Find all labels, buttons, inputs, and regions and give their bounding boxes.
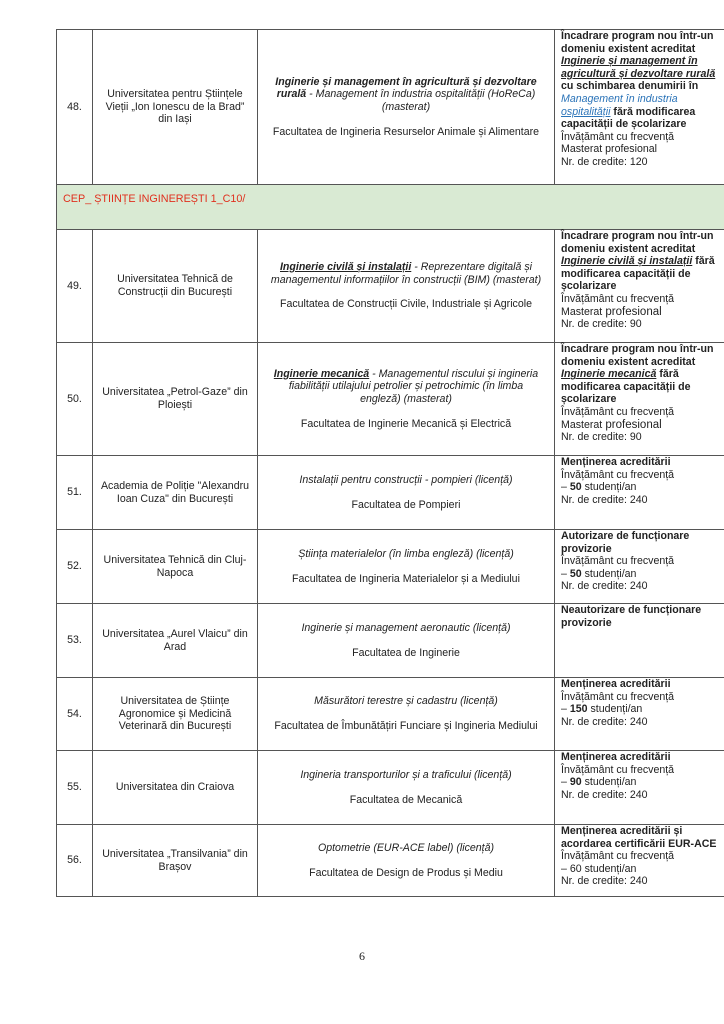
row-number: 54. xyxy=(57,678,93,751)
program-cell xyxy=(258,343,555,456)
detail-line: modificarea capacității de xyxy=(561,380,691,393)
detail-line: – xyxy=(561,862,570,875)
detail-line: Inginerie mecanică xyxy=(561,368,657,381)
detail-line: cu schimbarea denumirii în xyxy=(561,80,699,93)
table-row xyxy=(57,678,724,751)
detail-line: Inginerie și management în xyxy=(561,55,698,68)
faculty-name: Facultatea de Pompieri xyxy=(351,498,461,511)
detail-line: provizorie xyxy=(561,542,612,555)
detail-line: – xyxy=(561,776,570,789)
detail-line: – xyxy=(561,567,570,580)
detail-line: Nr. de credite: 90 xyxy=(561,318,642,331)
program-cell xyxy=(258,230,555,343)
table-row xyxy=(57,343,724,456)
detail-line: Nr. de credite: 240 xyxy=(561,715,648,728)
row-number: 53. xyxy=(57,604,93,678)
detail-line: Învățământ cu frecvență xyxy=(561,405,675,418)
detail-line: Inginerie civilă și instalații xyxy=(561,255,693,268)
details-cell xyxy=(555,678,724,751)
detail-line: Învățământ cu frecvență xyxy=(561,555,675,568)
student-count: 50 xyxy=(569,481,582,494)
row-number: 56. xyxy=(57,825,93,897)
detail-line: școlarizare xyxy=(561,280,617,293)
program-cell xyxy=(258,530,555,604)
details-cell xyxy=(555,343,724,456)
details-cell xyxy=(555,604,724,678)
detail-line: studenți/an xyxy=(581,776,637,789)
detail-line: Menținerea acreditării și xyxy=(561,825,683,837)
detail-line: Menținerea acreditării xyxy=(561,678,671,690)
detail-line: Neautorizare de funcționare xyxy=(561,604,702,616)
row-number: 49. xyxy=(57,230,93,343)
detail-line: Încadrare program nou într-un xyxy=(561,343,714,355)
program-cell xyxy=(258,825,555,897)
detail-line: modificarea capacității de xyxy=(561,267,691,280)
faculty-name: Facultatea de Îmbunătățiri Funciare și Ingineria Mediului xyxy=(274,720,538,732)
university-cell: Universitatea de Științe Agronomice și Medicină Veterinară din București xyxy=(93,678,258,751)
detail-line: Nr. de credite: 240 xyxy=(561,788,648,801)
faculty-name: Facultatea de Ingineria Resurselor Animale și Alimentare xyxy=(272,125,540,138)
detail-line: – xyxy=(561,703,570,716)
details-cell xyxy=(555,825,724,897)
detail-line: acordarea certificării EUR-ACE xyxy=(561,837,717,850)
detail-line: Menținerea acreditării xyxy=(561,751,671,763)
detail-line: domeniu existent acreditat xyxy=(561,242,696,255)
faculty-name: Facultatea de Inginerie xyxy=(352,646,460,659)
table-row xyxy=(57,530,724,604)
program-specialization: - Managementul riscului și ingineria fiabilității utilajului petrolier și petrochimic (în limba engleză) (masterat) xyxy=(288,367,539,405)
detail-line: Învățământ cu frecvență xyxy=(561,763,675,776)
detail-line: Nr. de credite: 90 xyxy=(561,431,642,444)
detail-line: ospitalității xyxy=(561,105,611,118)
details-cell xyxy=(555,230,724,343)
table-row xyxy=(57,30,724,185)
faculty-name: Facultatea de Inginerie Mecanică și Electrică xyxy=(300,417,512,430)
university-cell: Universitatea din Craiova xyxy=(93,751,258,825)
university-cell: Universitatea „Petrol-Gaze” din Ploiești xyxy=(93,343,258,456)
detail-line: – xyxy=(561,481,570,494)
table-row xyxy=(57,230,724,343)
program-title: Optometrie (EUR-ACE label) (licență) xyxy=(317,841,495,854)
faculty-name: Facultatea de Mecanică xyxy=(349,793,463,806)
detail-line: Învățământ cu frecvență xyxy=(561,292,675,305)
detail-line: capacității de școlarizare xyxy=(561,118,687,131)
detail-line: Învățământ cu frecvență xyxy=(561,130,675,143)
detail-line: Învățământ cu frecvență xyxy=(561,468,675,481)
program-domain: Inginerie civilă și instalații xyxy=(279,261,412,274)
section-header-row xyxy=(57,185,724,230)
program-cell xyxy=(258,678,555,751)
detail-line: fără modificarea xyxy=(610,105,696,118)
row-number: 48. xyxy=(57,30,93,185)
program-title xyxy=(268,368,544,406)
details-cell xyxy=(555,30,724,185)
faculty-name: Facultatea de Design de Produs și Mediu xyxy=(309,866,503,879)
student-count: 60 xyxy=(569,862,582,875)
detail-line: provizorie xyxy=(561,616,612,629)
detail-line: domeniu existent acreditat xyxy=(561,42,696,55)
program-domain: Inginerie și management în agricultură și dezvoltare rurală xyxy=(275,75,537,101)
detail-line: domeniu existent acreditat xyxy=(561,355,696,368)
accreditation-table xyxy=(56,29,724,897)
university-cell: Universitatea „Transilvania” din Brașov xyxy=(93,825,258,897)
detail-line: Nr. de credite: 240 xyxy=(561,493,648,506)
program-title: Știința materialelor (în limba engleză) (licență) xyxy=(298,547,514,560)
faculty-name: Facultatea de Ingineria Materialelor și a Mediului xyxy=(292,572,520,585)
page-number: 6 xyxy=(359,949,365,963)
university-cell: Universitatea pentru Științele Vieții „Ion Ionescu de la Brad” din Iași xyxy=(93,30,258,185)
detail-line: Nr. de credite: 240 xyxy=(561,875,648,888)
details-cell xyxy=(555,751,724,825)
row-number: 50. xyxy=(57,343,93,456)
program-specialization: - Management în industria ospitalității (HoReCa) (masterat) xyxy=(306,88,536,113)
detail-line: Autorizare de funcționare xyxy=(561,530,690,542)
program-title: Ingineria transporturilor și a traficului (licență) xyxy=(300,768,512,781)
detail-line: studenți/an xyxy=(581,862,637,875)
university-cell: Academia de Poliție "Alexandru Ioan Cuza" din București xyxy=(93,456,258,530)
student-count: 150 xyxy=(569,703,588,716)
detail-line: școlarizare xyxy=(561,393,617,406)
detail-line: Masterat profesional xyxy=(561,143,657,156)
details-cell xyxy=(555,530,724,604)
student-count: 50 xyxy=(569,567,582,580)
detail-line: Învățământ cu frecvență xyxy=(561,850,675,863)
program-domain: Inginerie mecanică xyxy=(273,367,370,380)
detail-line: studenți/an xyxy=(581,481,637,494)
detail-line: studenți/an xyxy=(581,567,637,580)
table-row xyxy=(57,456,724,530)
detail-line: Masterat xyxy=(561,305,603,318)
university-cell: Universitatea Tehnică din Cluj-Napoca xyxy=(93,530,258,604)
detail-line: fără xyxy=(692,255,715,268)
program-title: Instalații pentru construcții - pompieri (licență) xyxy=(299,473,513,486)
program-title: Inginerie și management aeronautic (licență) xyxy=(301,621,511,634)
university-cell: Universitatea „Aurel Vlaicu” din Arad xyxy=(93,604,258,678)
detail-line: agricultură și dezvoltare rurală xyxy=(561,67,716,80)
detail-line: studenți/an xyxy=(587,703,643,716)
detail-line: Încadrare program nou într-un xyxy=(561,30,714,42)
detail-line: profesional xyxy=(602,418,662,431)
program-cell xyxy=(258,30,555,185)
detail-line: Masterat xyxy=(561,418,603,431)
university-cell: Universitatea Tehnică de Construcții din București xyxy=(93,230,258,343)
detail-line: Nr. de credite: 240 xyxy=(561,580,648,593)
table-row xyxy=(57,604,724,678)
program-title xyxy=(268,76,544,114)
detail-line: Învățământ cu frecvență xyxy=(561,690,675,703)
detail-line: profesional xyxy=(602,305,662,318)
section-header xyxy=(57,185,724,230)
row-number: 51. xyxy=(57,456,93,530)
detail-line: Încadrare program nou într-un xyxy=(561,230,714,242)
table-row xyxy=(57,825,724,897)
program-specialization: - Reprezentare digitală și managementul informațiilor în construcții (BIM) (masterat) xyxy=(270,261,542,286)
program-title xyxy=(268,261,544,286)
row-number: 52. xyxy=(57,530,93,604)
program-title: Măsurători terestre și cadastru (licență) xyxy=(314,695,498,708)
faculty-name: Facultatea de Construcții Civile, Industriale și Agricole xyxy=(279,298,532,311)
row-number: 55. xyxy=(57,751,93,825)
table-row xyxy=(57,751,724,825)
detail-line: Management în industria xyxy=(561,92,678,105)
detail-line: fără xyxy=(656,368,679,381)
program-cell xyxy=(258,604,555,678)
program-cell xyxy=(258,751,555,825)
student-count: 90 xyxy=(569,776,582,789)
section-label: CEP_ ȘTIINȚE INGINEREȘTI 1_C10/ xyxy=(63,193,246,205)
details-cell xyxy=(555,456,724,530)
program-cell xyxy=(258,456,555,530)
detail-line: Nr. de credite: 120 xyxy=(561,155,648,168)
detail-line: Menținerea acreditării xyxy=(561,456,671,468)
